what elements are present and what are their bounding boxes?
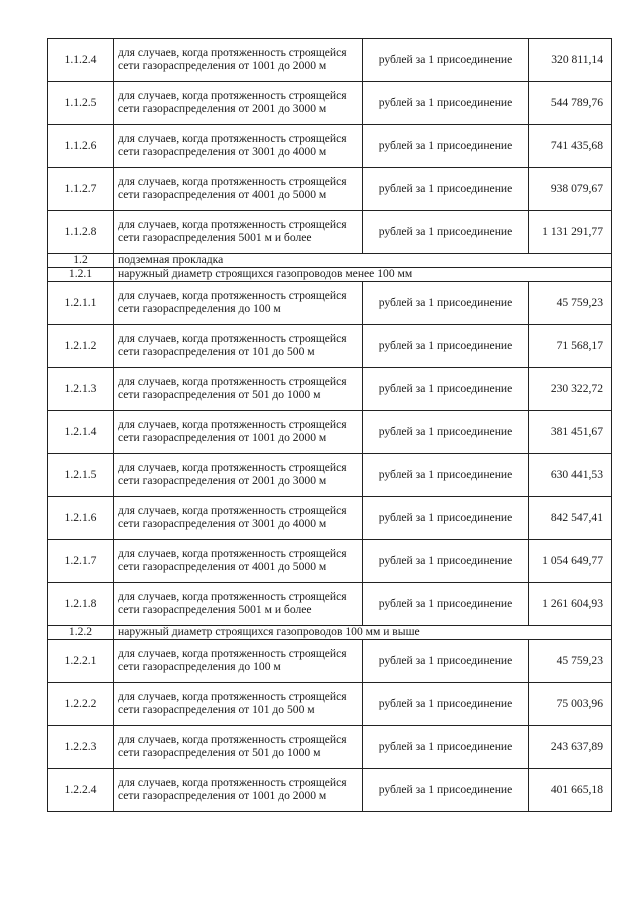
row-number: 1.2.2.1 bbox=[48, 640, 114, 683]
row-value: 45 759,23 bbox=[529, 282, 612, 325]
row-number: 1.2.1.7 bbox=[48, 540, 114, 583]
tariff-table bbox=[47, 38, 612, 812]
table-row bbox=[48, 211, 612, 254]
row-description: для случаев, когда протяженность строящейся сети газораспределения от 1001 до 2000 м bbox=[114, 39, 363, 82]
row-description: для случаев, когда протяженность строящейся сети газораспределения от 1001 до 2000 м bbox=[114, 411, 363, 454]
row-value: 320 811,14 bbox=[529, 39, 612, 82]
row-description: для случаев, когда протяженность строящейся сети газораспределения от 3001 до 4000 м bbox=[114, 497, 363, 540]
row-number: 1.2.1.8 bbox=[48, 583, 114, 626]
row-unit: рублей за 1 присоединение bbox=[363, 82, 529, 125]
row-unit: рублей за 1 присоединение bbox=[363, 640, 529, 683]
row-number: 1.1.2.5 bbox=[48, 82, 114, 125]
row-number: 1.2.2.3 bbox=[48, 726, 114, 769]
row-unit: рублей за 1 присоединение bbox=[363, 583, 529, 626]
row-description: для случаев, когда протяженность строящейся сети газораспределения от 4001 до 5000 м bbox=[114, 168, 363, 211]
row-number: 1.1.2.7 bbox=[48, 168, 114, 211]
row-number: 1.2.1.1 bbox=[48, 282, 114, 325]
row-value: 544 789,76 bbox=[529, 82, 612, 125]
row-value: 243 637,89 bbox=[529, 726, 612, 769]
row-unit: рублей за 1 присоединение bbox=[363, 39, 529, 82]
tariff-table-body bbox=[48, 39, 612, 812]
row-description: для случаев, когда протяженность строящейся сети газораспределения от 2001 до 3000 м bbox=[114, 82, 363, 125]
row-unit: рублей за 1 присоединение bbox=[363, 282, 529, 325]
table-row bbox=[48, 540, 612, 583]
table-row bbox=[48, 368, 612, 411]
row-unit: рублей за 1 присоединение bbox=[363, 683, 529, 726]
row-description: для случаев, когда протяженность строящейся сети газораспределения от 1001 до 2000 м bbox=[114, 769, 363, 812]
row-description: для случаев, когда протяженность строящейся сети газораспределения до 100 м bbox=[114, 282, 363, 325]
row-number: 1.1.2.4 bbox=[48, 39, 114, 82]
row-number: 1.2.1.5 bbox=[48, 454, 114, 497]
row-unit: рублей за 1 присоединение bbox=[363, 325, 529, 368]
row-number: 1.2.1 bbox=[48, 268, 114, 282]
row-number: 1.1.2.8 bbox=[48, 211, 114, 254]
row-unit: рублей за 1 присоединение bbox=[363, 125, 529, 168]
row-description: для случаев, когда протяженность строящейся сети газораспределения от 101 до 500 м bbox=[114, 325, 363, 368]
row-value: 1 054 649,77 bbox=[529, 540, 612, 583]
table-row bbox=[48, 125, 612, 168]
row-number: 1.2 bbox=[48, 254, 114, 268]
table-row bbox=[48, 282, 612, 325]
row-value: 1 261 604,93 bbox=[529, 583, 612, 626]
row-description: для случаев, когда протяженность строящейся сети газораспределения до 100 м bbox=[114, 640, 363, 683]
section-row bbox=[48, 254, 612, 268]
table-row bbox=[48, 769, 612, 812]
row-description: для случаев, когда протяженность строящейся сети газораспределения 5001 м и более bbox=[114, 211, 363, 254]
table-row bbox=[48, 497, 612, 540]
table-row bbox=[48, 325, 612, 368]
row-value: 630 441,53 bbox=[529, 454, 612, 497]
row-number: 1.2.1.4 bbox=[48, 411, 114, 454]
table-row bbox=[48, 640, 612, 683]
row-number: 1.2.2 bbox=[48, 626, 114, 640]
row-description: для случаев, когда протяженность строящейся сети газораспределения 5001 м и более bbox=[114, 583, 363, 626]
table-row bbox=[48, 726, 612, 769]
row-value: 842 547,41 bbox=[529, 497, 612, 540]
row-description: для случаев, когда протяженность строящейся сети газораспределения от 101 до 500 м bbox=[114, 683, 363, 726]
row-value: 938 079,67 bbox=[529, 168, 612, 211]
section-row bbox=[48, 268, 612, 282]
row-value: 230 322,72 bbox=[529, 368, 612, 411]
row-number: 1.2.2.2 bbox=[48, 683, 114, 726]
row-description: для случаев, когда протяженность строящейся сети газораспределения от 501 до 1000 м bbox=[114, 368, 363, 411]
row-description: для случаев, когда протяженность строящейся сети газораспределения от 2001 до 3000 м bbox=[114, 454, 363, 497]
row-number: 1.2.1.2 bbox=[48, 325, 114, 368]
row-description: для случаев, когда протяженность строящейся сети газораспределения от 3001 до 4000 м bbox=[114, 125, 363, 168]
row-number: 1.2.2.4 bbox=[48, 769, 114, 812]
row-value: 71 568,17 bbox=[529, 325, 612, 368]
row-unit: рублей за 1 присоединение bbox=[363, 411, 529, 454]
section-title: наружный диаметр строящихся газопроводов менее 100 мм bbox=[114, 268, 612, 282]
table-row bbox=[48, 411, 612, 454]
row-value: 1 131 291,77 bbox=[529, 211, 612, 254]
section-title: подземная прокладка bbox=[114, 254, 612, 268]
table-row bbox=[48, 39, 612, 82]
row-unit: рублей за 1 присоединение bbox=[363, 726, 529, 769]
row-value: 401 665,18 bbox=[529, 769, 612, 812]
row-description: для случаев, когда протяженность строящейся сети газораспределения от 4001 до 5000 м bbox=[114, 540, 363, 583]
table-row bbox=[48, 168, 612, 211]
row-unit: рублей за 1 присоединение bbox=[363, 454, 529, 497]
table-row bbox=[48, 683, 612, 726]
row-unit: рублей за 1 присоединение bbox=[363, 211, 529, 254]
row-unit: рублей за 1 присоединение bbox=[363, 368, 529, 411]
row-number: 1.2.1.6 bbox=[48, 497, 114, 540]
row-number: 1.2.1.3 bbox=[48, 368, 114, 411]
row-value: 75 003,96 bbox=[529, 683, 612, 726]
row-value: 45 759,23 bbox=[529, 640, 612, 683]
section-title: наружный диаметр строящихся газопроводов 100 мм и выше bbox=[114, 626, 612, 640]
row-unit: рублей за 1 присоединение bbox=[363, 769, 529, 812]
section-row bbox=[48, 626, 612, 640]
row-unit: рублей за 1 присоединение bbox=[363, 168, 529, 211]
row-description: для случаев, когда протяженность строящейся сети газораспределения от 501 до 1000 м bbox=[114, 726, 363, 769]
row-unit: рублей за 1 присоединение bbox=[363, 497, 529, 540]
row-unit: рублей за 1 присоединение bbox=[363, 540, 529, 583]
table-row bbox=[48, 454, 612, 497]
table-row bbox=[48, 82, 612, 125]
row-value: 741 435,68 bbox=[529, 125, 612, 168]
row-number: 1.1.2.6 bbox=[48, 125, 114, 168]
row-value: 381 451,67 bbox=[529, 411, 612, 454]
table-row bbox=[48, 583, 612, 626]
